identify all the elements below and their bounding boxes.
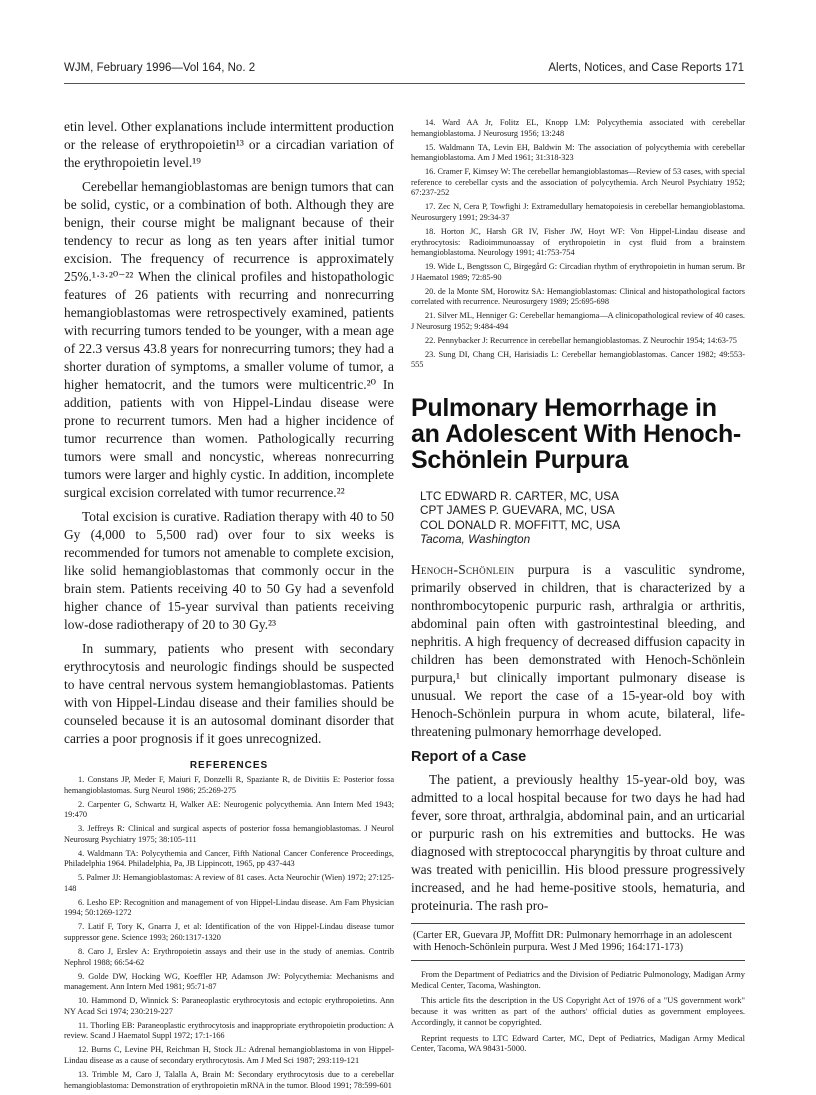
citation-box: (Carter ER, Guevara JP, Moffitt DR: Pulmonary hemorrhage in an adolescent with Henoch-Schönlein purpura. West J Med 1996; 164:171-173)	[411, 923, 745, 961]
footnote-reprints: Reprint requests to LTC Edward Carter, MC, Dept of Pediatrics, Madigan Army Medical Center, Tacoma, WA 98431-5000.	[411, 1032, 745, 1054]
body-paragraph-4: In summary, patients who present with secondary erythrocytosis and neurologic findings should be suspected to have central nervous system hemangioblastomas. Patients with von Hippel-Lindau disease and their families should be counseled because it is an autosomal dominant disorder that carries a poor prognosis if it goes unrecognized.	[64, 641, 394, 746]
footnotes	[411, 969, 745, 1054]
references-heading: REFERENCES	[189, 760, 269, 771]
author-line: COL DONALD R. MOFFITT, MC, USA	[420, 517, 621, 532]
author-line: LTC EDWARD R. CARTER, MC, USA	[420, 488, 620, 503]
reference-item: 17. Zec N, Cera P, Towfighi J: Extramedullary hematopoiesis in cerebellar hemangioblastoma. Neurosurgery 1991; 29:34-37	[411, 202, 745, 222]
author-affiliation: Tacoma, Washington	[420, 532, 531, 547]
reference-item: 1. Constans JP, Meder F, Maiuri F, Donzelli R, Spaziante R, de Divitiis E: Posterior fossa hemangioblastomas. Surg Neurol 1986; 25:269-275	[64, 775, 394, 795]
reference-item: 12. Burns C, Levine PH, Reichman H, Stock JL: Adrenal hemangioblastoma in von Hippel-Lindau disease as a cause of secondary erythrocytosis. Am J Med Sci 1987; 293:119-121	[64, 1045, 394, 1065]
reference-item: 10. Hammond D, Winnick S: Paraneoplastic erythrocytosis and ectopic erythropoietins. Ann NY Acad Sci 1974; 230:219-227	[64, 996, 394, 1016]
references-list-right	[411, 118, 745, 371]
reference-item: 22. Pennybacker J: Recurrence in cerebellar hemangioblastomas. Z Neurochir 1954; 14:63-75	[425, 335, 737, 345]
running-header-journal: WJM, February 1996—Vol 164, No. 2	[64, 62, 256, 74]
reference-item: 11. Thorling EB: Paraneoplastic erythrocytosis and inappropriate erythropoietin production: A review. Scand J Haematol Suppl 1972; 17:1-166	[64, 1020, 394, 1041]
reference-item: 9. Golde DW, Hocking WG, Koeffler HP, Adamson JW: Polycythemia: Mechanisms and management. Ann Intern Med 1981; 95:71-87	[64, 971, 394, 992]
article-title: Pulmonary Hemorrhage in an Adolescent With Henoch-Schönlein Purpura	[411, 393, 741, 474]
body-paragraph-1: etin level. Other explanations include intermittent production or the release of erythropoietin¹³ or a circadian variation of the erythropoietin level.¹⁹	[64, 119, 394, 170]
references-list-left	[64, 775, 394, 1091]
reference-item: 20. de la Monte SM, Horowitz SA: Hemangioblastomas: Clinical and histopathological factors correlated with recurrence. Neurosurgery 1989; 25:695-698	[411, 286, 745, 307]
intro-text: purpura is a vasculitic syndrome, primarily observed in children, that is characterized by a nonthrombocytopenic purpuric rash, arthralgia or arthritis, abdominal pain often with gastrointestinal bleeding, and nephritis. A high frequency of decreased diffusion capacity in children has been demonstrated with Henoch-Schönlein purpura,¹ but clinically important pulmonary disease is unusual. We report the case of a 15-year-old boy with Henoch-Schönlein purpura in whom acute, bilateral, life-threatening pulmonary hemorrhage developed.	[411, 561, 745, 739]
footnote-copyright: This article fits the description in the US Copyright Act of 1976 of a "US government work" because it was written as part of the authors' official duties as government employees. Accordingly, it cannot be copyrighted.	[411, 995, 745, 1027]
author-block	[411, 489, 745, 547]
right-column	[411, 118, 745, 1059]
case-paragraph: The patient, a previously healthy 15-year-old boy, was admitted to a local hospital because for two days he had had fever, sore throat, arthralgia, abdominal pain, and an urticarial or purpuric rash on his extremities and buttocks. He was diagnosed with streptococcal pharyngitis by throat culture and was treated with penicillin. His blood pressure progressively increased, and he had heme-positive stools, hematuria, and proteinuria. The rash pro-	[411, 771, 745, 913]
reference-item: 7. Latif F, Tory K, Gnarra J, et al: Identification of the von Hippel-Lindau disease tumor suppressor gene. Science 1993; 260:1317-1320	[64, 922, 394, 943]
reference-item: 5. Palmer JJ: Hemangioblastomas: A review of 81 cases. Acta Neurochir (Wien) 1972; 27:125-148	[64, 873, 394, 893]
reference-item: 13. Trimble M, Caro J, Talalla A, Brain M: Secondary erythrocytosis due to a cerebellar hemangioblastoma: Demonstration of erythropoietin mRNA in the tumor. Blood 1991; 78:599-601	[64, 1069, 394, 1090]
reference-item: 16. Cramer F, Kimsey W: The cerebellar hemangioblastomas—Review of 53 cases, with special reference to cerebellar cysts and the association of polycythemia. Arch Neurol Psychiatry 1952; 67:237-252	[411, 167, 745, 198]
reference-item: 8. Caro J, Erslev A: Erythropoietin assays and their use in the study of anemias. Contrib Nephrol 1988; 66:54-62	[64, 947, 394, 967]
intro-lead-smallcaps: Henoch-Schönlein	[411, 561, 515, 577]
reference-item: 23. Sung DI, Chang CH, Harisiadis L: Cerebellar hemangioblastomas. Cancer 1982; 49:553-555	[411, 349, 745, 370]
reference-item: 3. Jeffreys R: Clinical and surgical aspects of posterior fossa hemangioblastomas. J Neurol Neurosurg Psychiatry 1975; 38:105-111	[64, 824, 394, 844]
body-paragraph-2: Cerebellar hemangioblastomas are benign tumors that can be solid, cystic, or a combination of both. Although they are benign, their course might be malignant because of their tendency to recur as long as ten years after initial tumor excision. The frequency of recurrence is approximately 25%.¹·³·²⁰⁻²² When the clinical profiles and histopathologic features of 26 patients with recurring and nonrecurring hemangioblastomas were retrospectively examined, patients with recurring tumors tended to be younger, with a mean age of 22.3 versus 43.8 years for nonrecurring tumors; they had a shorter duration of symptoms, a smaller volume of tumor, a higher hematocrit, and the tumors were multicentric.²⁰ In addition, patients with von Hippel-Lindau disease were prone to recurrent tumors. Men had a higher incidence of tumor recurrence than women. Pathologically recurring tumors were small and noncystic, whereas nonrecurring tumors were larger and highly cystic. In addition, incomplete surgical excision correlated with tumor recurrence.²²	[64, 179, 394, 500]
reference-item: 2. Carpenter G, Schwartz H, Walker AE: Neurogenic polycythemia. Ann Intern Med 1943; 19:470	[64, 799, 394, 820]
running-header-section-page: Alerts, Notices, and Case Reports 171	[548, 62, 744, 74]
author-line: CPT JAMES P. GUEVARA, MC, USA	[420, 503, 615, 518]
reference-item: 15. Waldmann TA, Levin EH, Baldwin M: The association of polycythemia with cerebellar hemangioblastoma. Am J Med 1961; 31:318-323	[411, 142, 745, 163]
body-paragraph-3: Total excision is curative. Radiation therapy with 40 to 50 Gy (4,000 to 5,500 rad) over four to six weeks is recommended for tumors not amenable to complete excision, like solid hemangioblastomas that commonly occur in the brain stem. Patients receiving 40 to 50 Gy had a sevenfold higher chance of 15-year survival than patients receiving low-dose radiotherapy of 20 to 30 Gy.²³	[64, 509, 394, 632]
section-heading: Report of a Case	[411, 748, 527, 765]
left-column	[64, 118, 394, 1095]
header-rule	[64, 83, 745, 84]
footnote-affiliation: From the Department of Pediatrics and the Division of Pediatric Pulmonology, Madigan Army Medical Center, Tacoma, Washington.	[411, 968, 745, 990]
reference-item: 19. Wide L, Bengtsson C, Birgegård G: Circadian rhythm of erythropoietin in human serum. Br J Haematol 1989; 72:85-90	[411, 262, 745, 282]
reference-item: 14. Ward AA Jr, Folitz EL, Knopp LM: Polycythemia associated with cerebellar hemangioblastoma. J Neurosurg 1956; 13:248	[411, 118, 745, 138]
intro-paragraph	[411, 561, 745, 741]
reference-item: 18. Horton JC, Harsh GR IV, Fisher JW, Hoyt WF: Von Hippel-Lindau disease and erythrocytosis: Radioimmunoassay of erythropoietin in cyst fluid from a brainstem hemangioblastoma. Neurology 1991; 41:753-754	[411, 226, 745, 258]
reference-item: 21. Silver ML, Henniger G: Cerebellar hemangioma—A clinicopathological review of 40 cases. J Neurosurg 1952; 9:484-494	[411, 311, 745, 331]
reference-item: 4. Waldmann TA: Polycythemia and Cancer, Fifth National Cancer Conference Proceedings, Philadelphia 1964. Philadelphia, Pa, JB Lippincott, 1965, pp 437-443	[64, 848, 394, 869]
reference-item: 6. Lesho EP: Recognition and management of von Hippel-Lindau disease. Am Fam Physician 1994; 50:1269-1272	[64, 897, 394, 918]
